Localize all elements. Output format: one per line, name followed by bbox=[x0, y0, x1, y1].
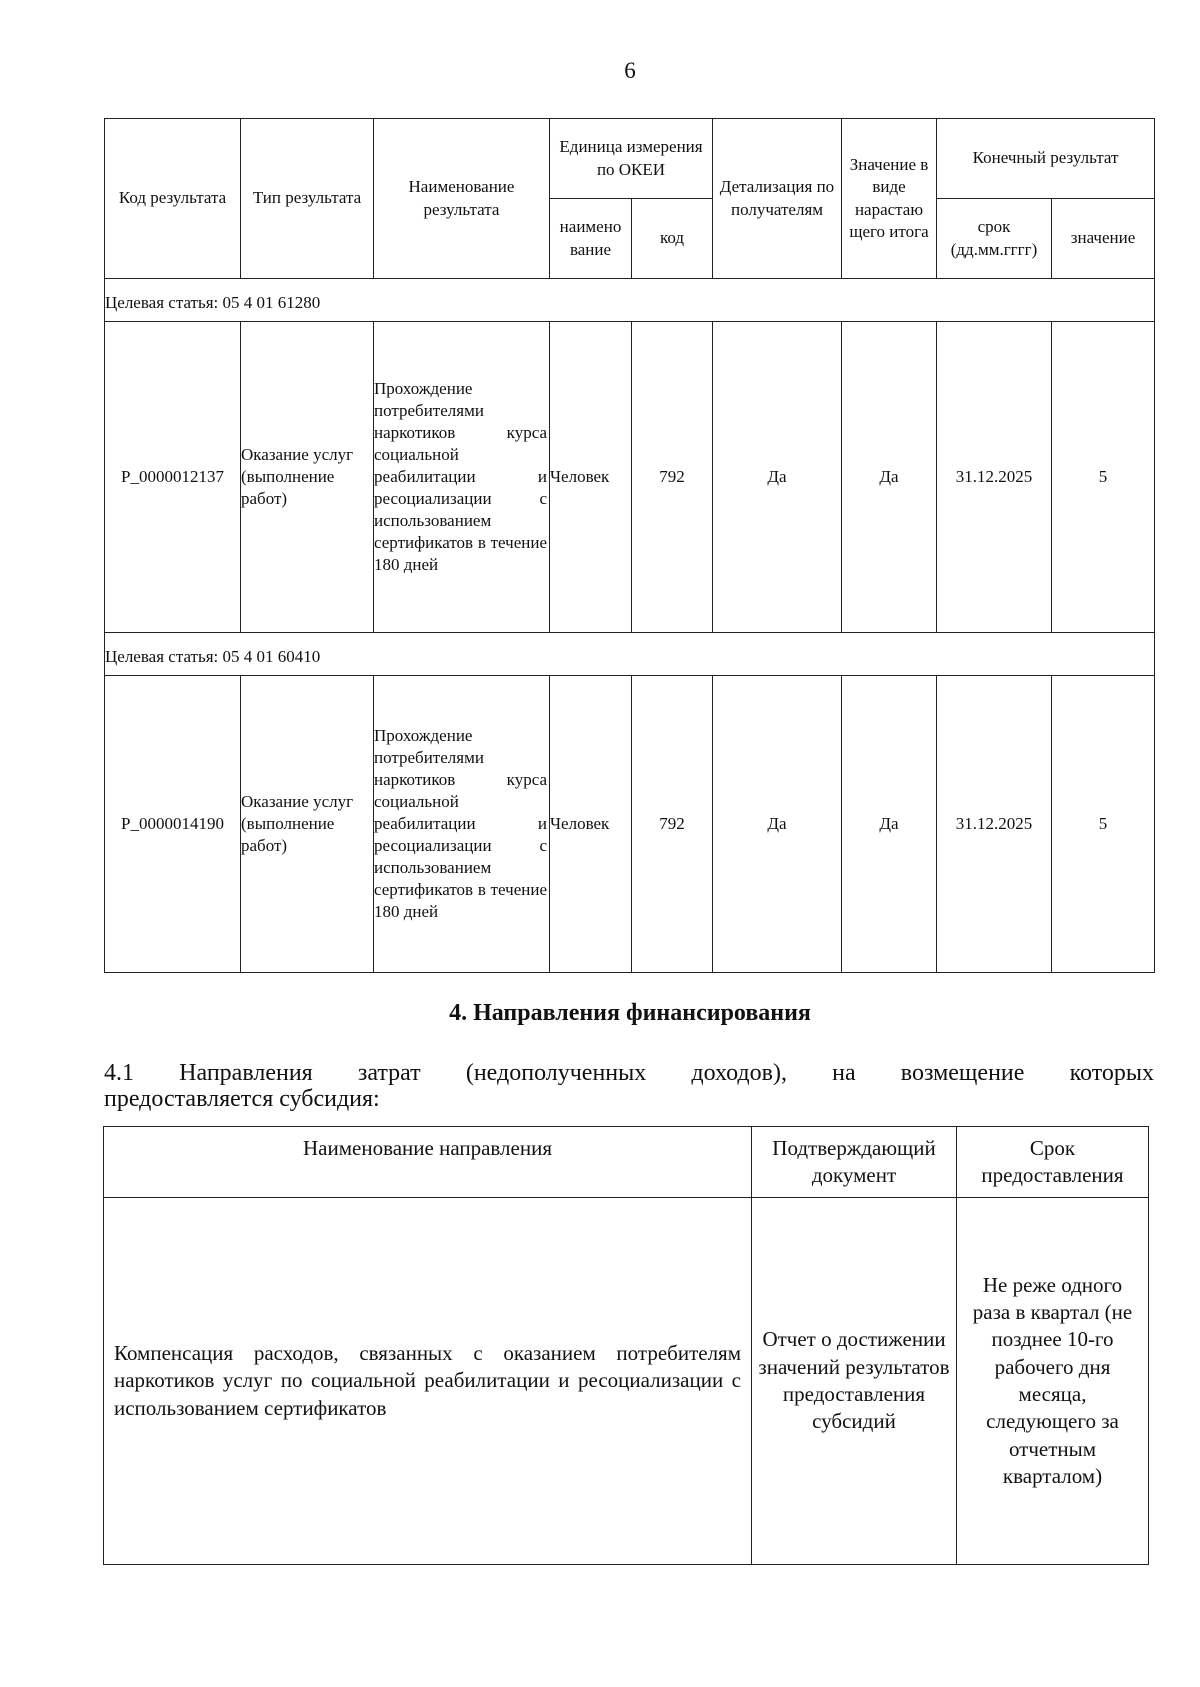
subsection-line-1: 4.1 Направления затрат (недополученных доходов), на возмещение которых bbox=[104, 1060, 1154, 1086]
page-number: 6 bbox=[624, 58, 636, 83]
header-detail: Детализация по получателям bbox=[713, 119, 842, 279]
detail-value: Да bbox=[713, 322, 842, 633]
directions-table bbox=[103, 1126, 1149, 1565]
subsection-line-2: предоставляется субсидия: bbox=[104, 1086, 380, 1113]
header-final-term: срок (дд.мм.гггг) bbox=[937, 199, 1052, 279]
subsection-text bbox=[104, 1060, 1154, 1113]
final-value: 5 bbox=[1052, 676, 1155, 973]
header-direction: Наименование направления bbox=[104, 1127, 752, 1198]
provision-term: Не реже одного раза в квартал (не позднее 10-го рабочего дня месяца, следующего за отчетным кварталом) bbox=[957, 1198, 1149, 1565]
detail-value: Да bbox=[713, 676, 842, 973]
header-cumulative: Значение в виде нарастаю щего итога bbox=[842, 119, 937, 279]
header-unit-code: код bbox=[632, 199, 713, 279]
result-type: Оказание услуг (выполнение работ) bbox=[241, 676, 374, 973]
header-final-group: Конечный результат bbox=[937, 119, 1155, 199]
result-name: Прохождение потребителями наркотиков курса социальной реабилитации и ресоциализации с использованием сертификатов в течение 180 дней bbox=[374, 676, 550, 973]
header-unit-name: наимено вание bbox=[550, 199, 632, 279]
header-name: Наименование результата bbox=[374, 119, 550, 279]
header-term: Срок предоставления bbox=[957, 1127, 1149, 1198]
table-row bbox=[104, 1198, 1149, 1565]
final-term: 31.12.2025 bbox=[937, 676, 1052, 973]
cumulative-value: Да bbox=[842, 676, 937, 973]
table-row bbox=[105, 676, 1155, 973]
section-label: Целевая статья: 05 4 01 61280 bbox=[105, 279, 1155, 322]
unit-code: 792 bbox=[632, 322, 713, 633]
results-table bbox=[104, 118, 1155, 973]
unit-name: Человек bbox=[550, 322, 632, 633]
section-row bbox=[105, 279, 1155, 322]
final-value: 5 bbox=[1052, 322, 1155, 633]
table-row bbox=[105, 322, 1155, 633]
header-final-value: значение bbox=[1052, 199, 1155, 279]
result-code: P_0000014190 bbox=[105, 676, 241, 973]
result-type: Оказание услуг (выполнение работ) bbox=[241, 322, 374, 633]
direction-name: Компенсация расходов, связанных с оказанием потребителям наркотиков услуг по социальной реабилитации и ресоциализации с использованием сертификатов bbox=[104, 1198, 752, 1565]
section-heading: 4. Направления финансирования bbox=[449, 1000, 811, 1026]
header-type: Тип результата bbox=[241, 119, 374, 279]
section-row bbox=[105, 633, 1155, 676]
confirming-document: Отчет о достижении значений результатов предоставления субсидий bbox=[752, 1198, 957, 1565]
result-name: Прохождение потребителями наркотиков курса социальной реабилитации и ресоциализации с использованием сертификатов в течение 180 дней bbox=[374, 322, 550, 633]
header-unit-group: Единица измерения по ОКЕИ bbox=[550, 119, 713, 199]
unit-name: Человек bbox=[550, 676, 632, 973]
header-code: Код результата bbox=[105, 119, 241, 279]
section-label: Целевая статья: 05 4 01 60410 bbox=[105, 633, 1155, 676]
final-term: 31.12.2025 bbox=[937, 322, 1052, 633]
result-code: P_0000012137 bbox=[105, 322, 241, 633]
unit-code: 792 bbox=[632, 676, 713, 973]
cumulative-value: Да bbox=[842, 322, 937, 633]
header-document: Подтверждающий документ bbox=[752, 1127, 957, 1198]
